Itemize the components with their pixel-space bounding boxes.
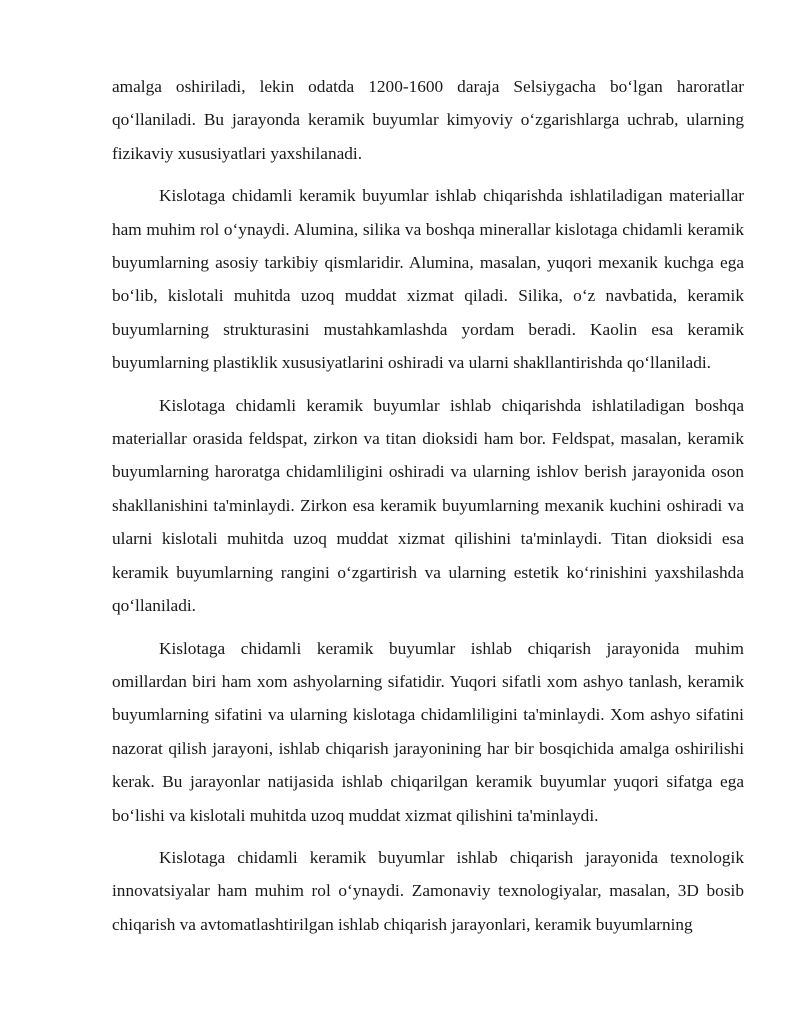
document-page: [112, 70, 744, 950]
paragraph-raw-material-quality: Kislotaga chidamli keramik buyumlar ishlab chiqarish jarayonida muhim omillardan biri ham xom ashyolarning sifatidir. Yuqori sifatli xom ashyo tanlash, keramik buyumlarning sifatini va ularning kislotaga chidamliligini ta'minlaydi. Xom ashyo sifatini nazorat qilish jarayoni, ishlab chiqarish jarayonining har bir bosqichida amalga oshirilishi kerak. Bu jarayonlar natijasida ishlab chiqarilgan keramik buyumlar yuqori sifatga ega bo‘lishi va kislotali muhitda uzoq muddat xizmat qilishini ta'minlaydi.: [112, 638, 744, 825]
paragraph-continuation: amalga oshiriladi, lekin odatda 1200-1600 daraja Selsiygacha bo‘lgan haroratlar qo‘llaniladi. Bu jarayonda keramik buyumlar kimyoviy o‘zgarishlarga uchrab, ularning fizikaviy xususiyatlari yaxshilanadi.: [112, 77, 744, 163]
paragraph-other-materials: Kislotaga chidamli keramik buyumlar ishlab chiqarishda ishlatiladigan boshqa materiallar orasida feldspat, zirkon va titan dioksidi ham bor. Feldspat, masalan, keramik buyumlarning haroratga chidamliligini oshiradi va ularning ishlov berish jarayonida oson shakllanishini ta'minlaydi. Zirkon esa keramik buyumlarning mexanik kuchini oshiradi va ularni kislotali muhitda uzoq muddat xizmat qilishini ta'minlaydi. Titan dioksidi esa keramik buyumlarning rangini o‘zgartirish va ularning estetik ko‘rinishini yaxshilashda qo‘llaniladi.: [112, 395, 744, 616]
paragraph-innovations: Kislotaga chidamli keramik buyumlar ishlab chiqarish jarayonida texnologik innovatsiyalar ham muhim rol o‘ynaydi. Zamonaviy texnologiyalar, masalan, 3D bosib chiqarish va avtomatlashtirilgan ishlab chiqarish jarayonlari, keramik buyumlarning: [112, 847, 744, 934]
paragraph-materials: Kislotaga chidamli keramik buyumlar ishlab chiqarishda ishlatiladigan materiallar ham muhim rol o‘ynaydi. Alumina, silika va boshqa minerallar kislotaga chidamli keramik buyumlarning asosiy tarkibiy qismlaridir. Alumina, masalan, yuqori mexanik kuchga ega bo‘lib, kislotali muhitda uzoq muddat xizmat qiladi. Silika, o‘z navbatida, keramik buyumlarning strukturasini mustahkamlashda yordam beradi. Kaolin esa keramik buyumlarning plastiklik xususiyatlarini oshiradi va ularni shakllantirishda qo‘llaniladi.: [112, 186, 744, 373]
